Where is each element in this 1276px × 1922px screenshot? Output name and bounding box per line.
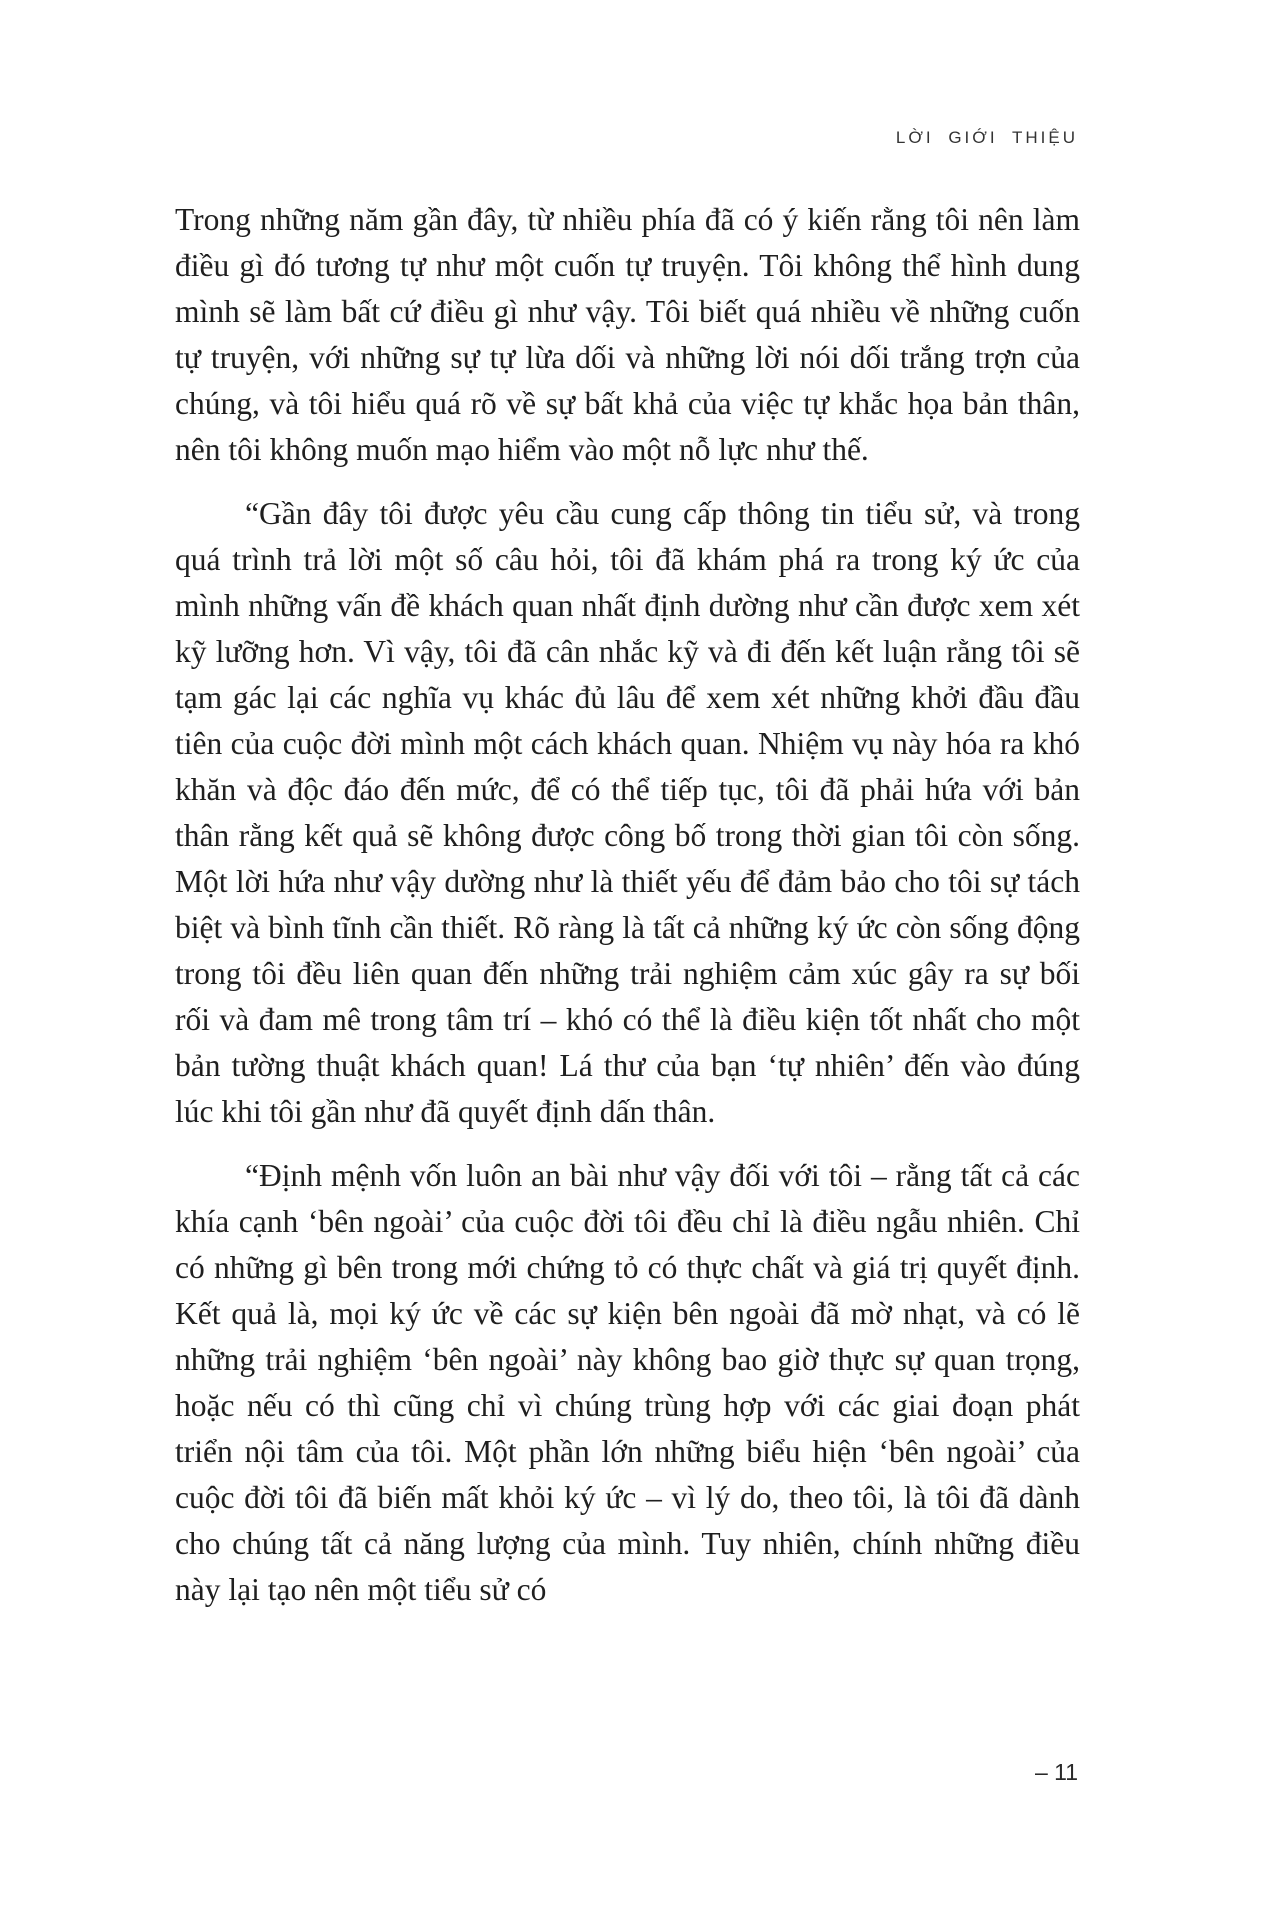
running-header: LỜI GIỚI THIỆU: [895, 128, 1078, 147]
page-number: – 11: [1034, 1759, 1078, 1785]
paragraph-intro: Trong những năm gần đây, từ nhiều phía đã có ý kiến rằng tôi nên làm điều gì đó tương tự như một cuốn tự truyện. Tôi không thể hình dung mình sẽ làm bất cứ điều gì như vậy. Tôi biết quá nhiều về những cuốn tự truyện, với những sự tự lừa dối và những lời nói dối trắng trợn của chúng, và tôi hiểu quá rõ về sự bất khả của việc tự khắc họa bản thân, nên tôi không muốn mạo hiểm vào một nỗ lực như thế.: [175, 202, 1080, 467]
page-body: [175, 197, 1080, 1631]
paragraph-quote-2: “Định mệnh vốn luôn an bài như vậy đối với tôi – rằng tất cả các khía cạnh ‘bên ngoài’ của cuộc đời tôi đều chỉ là điều ngẫu nhiên. Chỉ có những gì bên trong mới chứng tỏ có thực chất và giá trị quyết định. Kết quả là, mọi ký ức về các sự kiện bên ngoài đã mờ nhạt, và có lẽ những trải nghiệm ‘bên ngoài’ này không bao giờ thực sự quan trọng, hoặc nếu có thì cũng chỉ vì chúng trùng hợp với các giai đoạn phát triển nội tâm của tôi. Một phần lớn những biểu hiện ‘bên ngoài’ của cuộc đời tôi đã biến mất khỏi ký ức – vì lý do, theo tôi, là tôi đã dành cho chúng tất cả năng lượng của mình. Tuy nhiên, chính những điều này lại tạo nên một tiểu sử có: [175, 1158, 1080, 1607]
paragraph-quote-1: “Gần đây tôi được yêu cầu cung cấp thông tin tiểu sử, và trong quá trình trả lời một số câu hỏi, tôi đã khám phá ra trong ký ức của mình những vấn đề khách quan nhất định dường như cần được xem xét kỹ lưỡng hơn. Vì vậy, tôi đã cân nhắc kỹ và đi đến kết luận rằng tôi sẽ tạm gác lại các nghĩa vụ khác đủ lâu để xem xét những khởi đầu đầu tiên của cuộc đời mình một cách khách quan. Nhiệm vụ này hóa ra khó khăn và độc đáo đến mức, để có thể tiếp tục, tôi đã phải hứa với bản thân rằng kết quả sẽ không được công bố trong thời gian tôi còn sống. Một lời hứa như vậy dường như là thiết yếu để đảm bảo cho tôi sự tách biệt và bình tĩnh cần thiết. Rõ ràng là tất cả những ký ức còn sống động trong tôi đều liên quan đến những trải nghiệm cảm xúc gây ra sự bối rối và đam mê trong tâm trí – khó có thể là điều kiện tốt nhất cho một bản tường thuật khách quan! Lá thư của bạn ‘tự nhiên’ đến vào đúng lúc khi tôi gần như đã quyết định dấn thân.: [175, 496, 1080, 1129]
